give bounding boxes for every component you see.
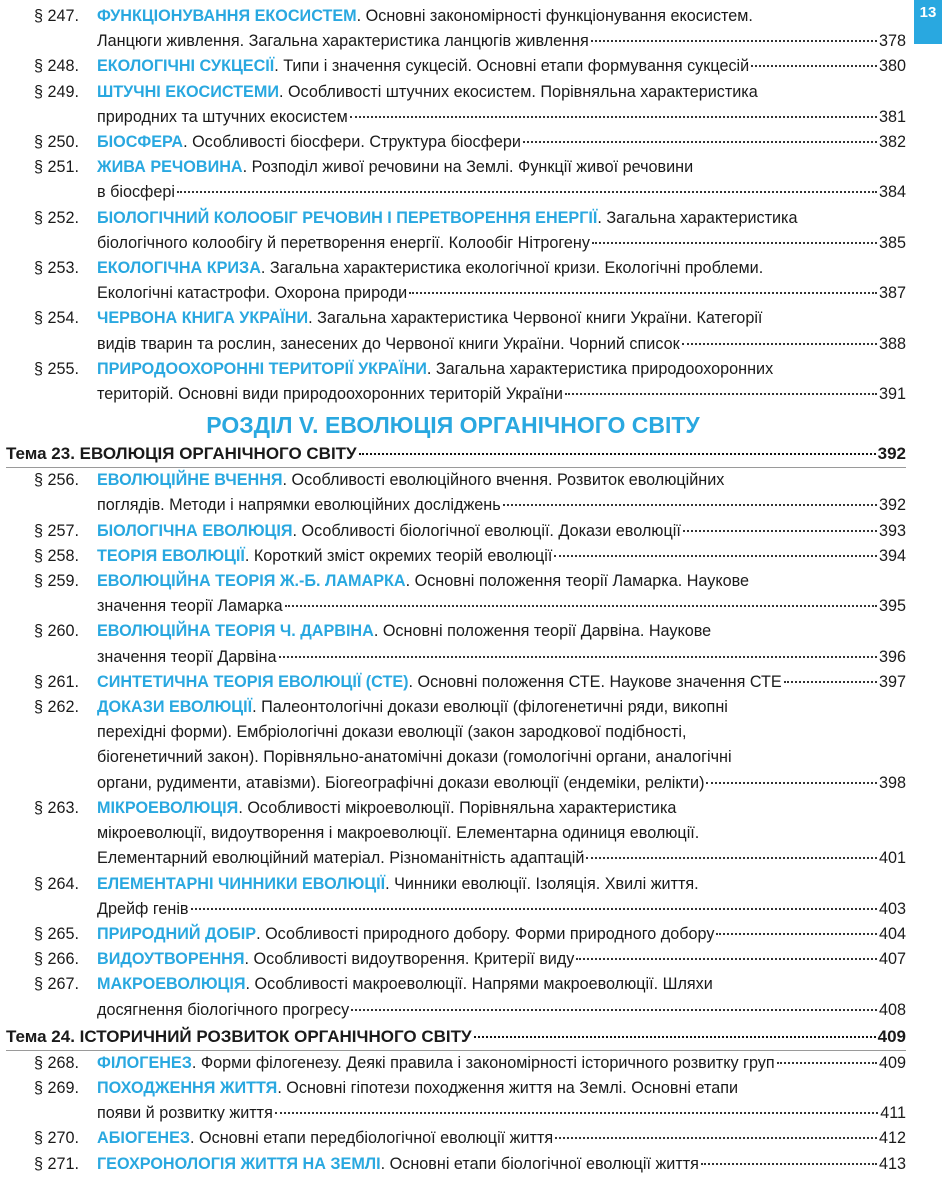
page-number: 391 [878, 385, 906, 404]
entry-line [97, 972, 906, 997]
entry-line [97, 180, 906, 205]
entry-description: . Основні етапи передбіологічної еволюції життя [190, 1129, 554, 1148]
entry-line [97, 1101, 906, 1126]
page-number: 413 [878, 1154, 906, 1173]
dot-leader [474, 1036, 876, 1038]
entry-text: Ланцюги живлення. Загальна характеристика ланцюгів живлення [97, 32, 589, 51]
entry-text: в біосфері [97, 183, 175, 202]
entry-description: . Особливості біосфери. Структура біосфери [183, 133, 521, 152]
toc-block-evolution [0, 468, 906, 1022]
entry-text [97, 360, 773, 378]
page-number: 378 [878, 32, 906, 51]
entry-line [97, 1051, 906, 1076]
dot-leader [503, 504, 877, 506]
entry-text: біогенетичний закон). Порівняльно-анатомічні докази (гомологічні органи, аналогічні [97, 748, 732, 767]
entry-line [97, 645, 906, 670]
section-number: § 250. [34, 133, 80, 152]
entry-title[interactable]: ФУНКЦІОНУВАННЯ ЕКОСИСТЕМ [97, 7, 357, 25]
topic-heading-23[interactable] [0, 440, 906, 467]
entry-description: . Типи і значення сукцесій. Основні етапи формування сукцесій [274, 57, 750, 76]
section-number: § 262. [34, 698, 80, 717]
section-number: § 256. [34, 471, 80, 490]
entry-line [97, 1126, 906, 1151]
entry-description: . Основні положення СТЕ. Наукове значення СТЕ [408, 672, 782, 691]
entry-title[interactable]: ЕЛЕМЕНТАРНІ ЧИННИКИ ЕВОЛЮЦІЇ [97, 874, 386, 893]
entry-line [97, 281, 906, 306]
toc-entry[interactable] [0, 947, 906, 972]
entry-title[interactable]: ЕВОЛЮЦІЙНА ТЕОРІЯ Ж.-Б. ЛАМАРКА [97, 572, 406, 591]
dot-leader [716, 933, 877, 935]
entry-title[interactable]: ЖИВА РЕЧОВИНА [97, 158, 243, 177]
entry-text: Елементарний еволюційний матеріал. Різноманітність адаптацій [97, 849, 585, 868]
entry-description: . Особливості видоутворення. Критерії виду [244, 950, 575, 969]
topic-page-number: 392 [877, 444, 906, 464]
entry-description: . Загальна характеристика [597, 208, 798, 227]
toc-block-ecology [0, 4, 906, 407]
entry-line [97, 569, 906, 594]
section-number: § 247. [34, 7, 80, 25]
dot-leader [554, 555, 877, 557]
toc-entry[interactable] [0, 80, 906, 130]
entry-line [97, 54, 906, 79]
section-number: § 267. [34, 975, 80, 994]
toc-entry[interactable] [0, 130, 906, 155]
entry-text: Дрейф генів [97, 899, 189, 918]
dot-leader [682, 343, 877, 345]
entry-title[interactable]: АБІОГЕНЕЗ [97, 1129, 191, 1148]
entry-line [97, 796, 906, 821]
section-number: § 254. [34, 309, 80, 328]
page-number: 394 [878, 546, 906, 565]
entry-line [97, 872, 906, 897]
section-number: § 255. [34, 359, 80, 378]
page-number: 387 [878, 284, 906, 303]
entry-title[interactable]: ЕВОЛЮЦІЙНЕ ВЧЕННЯ [97, 471, 283, 490]
entry-line [97, 771, 906, 796]
page-number: 393 [878, 521, 906, 540]
page-number: 404 [878, 924, 906, 943]
entry-line [97, 922, 906, 947]
section-number: § 259. [34, 572, 80, 591]
entry-title[interactable]: ЧЕРВОНА КНИГА УКРАЇНИ [97, 309, 309, 328]
entry-description: . Загальна характеристика Червоної книги України. Категорії [308, 309, 763, 328]
entry-text [97, 1051, 775, 1076]
entry-text: Екологічні катастрофи. Охорона природи [97, 284, 408, 303]
toc-entry[interactable] [0, 1076, 906, 1126]
entry-line [97, 720, 906, 745]
entry-title[interactable]: ТЕОРІЯ ЕВОЛЮЦІЇ [97, 546, 245, 565]
entry-line [97, 4, 906, 29]
entry-text [97, 1079, 738, 1097]
entry-text [97, 471, 724, 489]
entry-description: . Особливості мікроеволюції. Порівняльна характеристика [238, 798, 677, 817]
entry-line [97, 1076, 906, 1101]
entry-title[interactable]: МАКРОЕВОЛЮЦІЯ [97, 975, 246, 994]
entry-description: . Форми філогенезу. Деякі правила і закономірності історичного розвитку груп [191, 1053, 775, 1072]
toc-entry[interactable] [0, 306, 906, 356]
dot-leader [784, 681, 877, 683]
entry-line [97, 130, 906, 155]
section-number: § 258. [34, 546, 80, 565]
dot-leader [275, 1112, 878, 1114]
entry-line [97, 80, 906, 105]
page-number: 401 [878, 849, 906, 868]
toc-entry[interactable] [0, 468, 906, 518]
entry-line [97, 670, 906, 695]
page-number: 395 [878, 597, 906, 616]
section-number: § 266. [34, 950, 80, 969]
toc-entry[interactable] [0, 670, 906, 695]
entry-line [97, 231, 906, 256]
dot-leader [350, 116, 877, 118]
entry-text [97, 670, 782, 695]
entry-line [97, 468, 906, 493]
page-number: 388 [878, 334, 906, 353]
page-number: 397 [878, 672, 906, 691]
entry-line [97, 382, 906, 407]
entry-title[interactable]: ШТУЧНІ ЕКОСИСТЕМИ [97, 82, 279, 101]
dot-leader [285, 605, 877, 607]
entry-text: поглядів. Методи і напрямки еволюційних досліджень [97, 496, 501, 515]
entry-line [97, 544, 906, 569]
toc-entry[interactable] [0, 544, 906, 569]
section-number: § 253. [34, 259, 80, 278]
section-number: § 263. [34, 798, 80, 817]
dot-leader [409, 292, 877, 294]
entry-text [97, 1126, 553, 1151]
entry-description: . Короткий зміст окремих теорій еволюції [244, 546, 553, 565]
section-number: § 251. [34, 158, 80, 177]
section-number: § 248. [34, 57, 80, 76]
dot-leader [586, 857, 877, 859]
entry-title[interactable]: ГЕОХРОНОЛОГІЯ ЖИТТЯ НА ЗЕМЛІ [97, 1154, 381, 1173]
entry-title[interactable]: БІОЛОГІЧНИЙ КОЛООБІГ РЕЧОВИН І ПЕРЕТВОРЕННЯ ЕНЕРГІЇ [97, 208, 598, 227]
entry-description: . Палеонтологічні докази еволюції (філогенетичні ряди, викопні [252, 698, 728, 717]
section-number: § 270. [34, 1129, 80, 1148]
entry-title[interactable]: ЕВОЛЮЦІЙНА ТЕОРІЯ Ч. ДАРВІНА [97, 622, 374, 641]
toc-entry[interactable] [0, 4, 906, 54]
page-number: 411 [880, 1104, 906, 1123]
toc-entry[interactable] [0, 972, 906, 1022]
entry-description: . Загальна характеристика екологічної кризи. Екологічні проблеми. [260, 259, 764, 278]
entry-text [97, 83, 758, 101]
page-number: 384 [878, 183, 906, 202]
entry-description: . Чинники еволюції. Ізоляція. Хвилі життя. [385, 874, 699, 893]
section-number: § 260. [34, 622, 80, 641]
dot-leader [555, 1137, 877, 1139]
section-number: § 264. [34, 874, 80, 893]
entry-line [97, 493, 906, 518]
entry-line [97, 1152, 906, 1177]
entry-description: . Основні гіпотези походження життя на Землі. Основні етапи [277, 1078, 738, 1097]
page-number: 385 [878, 233, 906, 252]
entry-description: . Особливості штучних екосистем. Порівняльна характеристика [278, 82, 758, 101]
dot-leader [565, 393, 877, 395]
dot-leader [701, 1163, 877, 1165]
dot-leader [591, 40, 877, 42]
entry-title[interactable]: ЕКОЛОГІЧНІ СУКЦЕСІЇ [97, 57, 275, 76]
page-number: 398 [878, 773, 906, 792]
entry-text [97, 698, 728, 716]
entry-description: . Особливості природного добору. Форми природного добору [256, 924, 715, 943]
entry-text: мікроеволюції, видоутворення і макроеволюції. Елементарна одиниця еволюції. [97, 824, 700, 843]
entry-text [97, 947, 574, 972]
page-number: 396 [878, 647, 906, 666]
entry-text [97, 130, 521, 155]
topic-label: Тема 24. ІСТОРИЧНИЙ РОЗВИТОК ОРГАНІЧНОГО СВІТУ [6, 1026, 472, 1046]
topic-page-number: 409 [877, 1026, 906, 1046]
toc-entry[interactable] [0, 54, 906, 79]
entry-text [97, 544, 552, 569]
entry-line [97, 155, 906, 180]
toc-block-history [0, 1051, 906, 1177]
entry-text: біологічного колообігу й перетворення енергії. Колообіг Нітрогену [97, 233, 590, 252]
entry-description: . Особливості біологічної еволюції. Докази еволюції [292, 521, 681, 540]
toc-entry[interactable] [0, 695, 906, 796]
entry-title[interactable]: СИНТЕТИЧНА ТЕОРІЯ ЕВОЛЮЦІЇ (СТЕ) [97, 672, 409, 691]
entry-text [97, 922, 714, 947]
entry-title[interactable]: ЕКОЛОГІЧНА КРИЗА [97, 259, 261, 278]
section-number: § 268. [34, 1053, 80, 1072]
entry-line [97, 998, 906, 1023]
entry-line [97, 519, 906, 544]
dot-leader [359, 453, 876, 455]
entry-line [97, 897, 906, 922]
entry-text [97, 209, 797, 227]
toc-entry[interactable] [0, 569, 906, 619]
entry-text [97, 875, 699, 893]
entry-text [97, 975, 713, 993]
entry-text [97, 309, 762, 327]
topic-heading-24[interactable] [0, 1023, 906, 1050]
entry-title[interactable]: ФІЛОГЕНЕЗ [97, 1053, 192, 1072]
page-number: 392 [878, 496, 906, 515]
entry-title[interactable]: ДОКАЗИ ЕВОЛЮЦІЇ [97, 698, 253, 717]
entry-title[interactable]: ПРИРОДНИЙ ДОБІР [97, 924, 257, 943]
toc-entry[interactable] [0, 357, 906, 407]
entry-line [97, 357, 906, 382]
entry-line [97, 947, 906, 972]
section-number: § 269. [34, 1078, 80, 1097]
entry-line [97, 306, 906, 331]
toc-entry[interactable] [0, 1126, 906, 1151]
dot-leader [706, 782, 877, 784]
dot-leader [523, 141, 877, 143]
entry-text: досягнення біологічного прогресу [97, 1000, 350, 1019]
dot-leader [683, 530, 877, 532]
table-of-contents [0, 4, 906, 1177]
page-number: 380 [878, 57, 906, 76]
toc-entry[interactable] [0, 619, 906, 669]
topic-label: Тема 23. ЕВОЛЮЦІЯ ОРГАНІЧНОГО СВІТУ [6, 444, 357, 464]
page-number-tab: 13 [914, 0, 942, 44]
entry-text: органи, рудименти, атавізми). Біогеографічні докази еволюції (ендеміки, релікти) [97, 773, 705, 792]
entry-text [97, 259, 763, 277]
toc-entry[interactable] [0, 155, 906, 205]
entry-title[interactable]: ПРИРОДООХОРОННІ ТЕРИТОРІЇ УКРАЇНИ [97, 359, 427, 378]
entry-line [97, 821, 906, 846]
entry-line [97, 745, 906, 770]
entry-description: . Загальна характеристика природоохоронних [426, 359, 774, 378]
entry-text [97, 519, 681, 544]
entry-text [97, 54, 749, 79]
entry-text: значення теорії Дарвіна [97, 647, 277, 666]
entry-text: видів тварин та рослин, занесених до Червоної книги України. Чорний список [97, 334, 680, 353]
page-number: 409 [878, 1053, 906, 1072]
entry-text: територій. Основні види природоохоронних територій України [97, 385, 563, 404]
entry-text: перехідні форми). Ембріологічні докази еволюції (закон зародкової подібності, [97, 723, 687, 742]
entry-description: . Особливості макроеволюції. Напрями макроеволюції. Шляхи [245, 975, 713, 994]
page-number: 403 [878, 899, 906, 918]
entry-title[interactable]: ВИДОУТВОРЕННЯ [97, 950, 245, 969]
section-number: § 265. [34, 924, 80, 943]
page-number: 382 [878, 133, 906, 152]
entry-text [97, 158, 693, 176]
section-number: § 249. [34, 82, 80, 101]
entry-text [97, 7, 753, 25]
dot-leader [576, 958, 877, 960]
entry-text: значення теорії Ламарка [97, 597, 283, 616]
toc-entry[interactable] [0, 519, 906, 544]
entry-description: . Основні закономірності функціонування екосистем. [356, 7, 753, 25]
entry-text [97, 799, 676, 817]
entry-description: . Основні положення теорії Ламарка. Наукове [405, 572, 750, 591]
entry-text [97, 1152, 699, 1177]
toc-entry[interactable] [0, 796, 906, 872]
entry-line [97, 594, 906, 619]
entry-line [97, 256, 906, 281]
section-number: § 271. [34, 1154, 80, 1173]
entry-text [97, 622, 711, 640]
entry-line [97, 206, 906, 231]
entry-title[interactable]: ПОХОДЖЕННЯ ЖИТТЯ [97, 1078, 278, 1097]
toc-entry[interactable] [0, 1051, 906, 1076]
entry-title[interactable]: БІОСФЕРА [97, 133, 184, 152]
entry-line [97, 105, 906, 130]
entry-description: . Розподіл живої речовини на Землі. Функції живої речовини [242, 158, 694, 177]
entry-text: появи й розвитку життя [97, 1104, 273, 1123]
toc-entry[interactable] [0, 1152, 906, 1177]
dot-leader [592, 242, 877, 244]
toc-entry[interactable] [0, 256, 906, 306]
entry-description: . Особливості еволюційного вчення. Розвиток еволюційних [282, 471, 725, 490]
entry-line [97, 619, 906, 644]
dot-leader [351, 1009, 877, 1011]
entry-line [97, 695, 906, 720]
entry-description: . Основні положення теорії Дарвіна. Наукове [373, 622, 712, 641]
entry-text: природних та штучних екосистем [97, 107, 348, 126]
entry-title[interactable]: БІОЛОГІЧНА ЕВОЛЮЦІЯ [97, 521, 293, 540]
dot-leader [777, 1062, 877, 1064]
section-number: § 257. [34, 521, 80, 540]
toc-entry[interactable] [0, 872, 906, 922]
page-number: 412 [878, 1129, 906, 1148]
page-number: 407 [878, 950, 906, 969]
dot-leader [177, 191, 877, 193]
dot-leader [191, 908, 877, 910]
entry-text [97, 572, 749, 590]
toc-entry[interactable] [0, 922, 906, 947]
section-title: РОЗДІЛ V. ЕВОЛЮЦІЯ ОРГАНІЧНОГО СВІТУ [206, 412, 700, 439]
section-number: § 252. [34, 208, 80, 227]
page-number: 381 [878, 107, 906, 126]
entry-line [97, 29, 906, 54]
entry-line [97, 846, 906, 871]
entry-line [97, 332, 906, 357]
toc-entry[interactable] [0, 206, 906, 256]
page-number: 408 [878, 1000, 906, 1019]
entry-title[interactable]: МІКРОЕВОЛЮЦІЯ [97, 798, 239, 817]
section-number: § 261. [34, 672, 80, 691]
entry-description: . Основні етапи біологічної еволюції життя [380, 1154, 699, 1173]
dot-leader [279, 656, 877, 658]
dot-leader [751, 65, 877, 67]
